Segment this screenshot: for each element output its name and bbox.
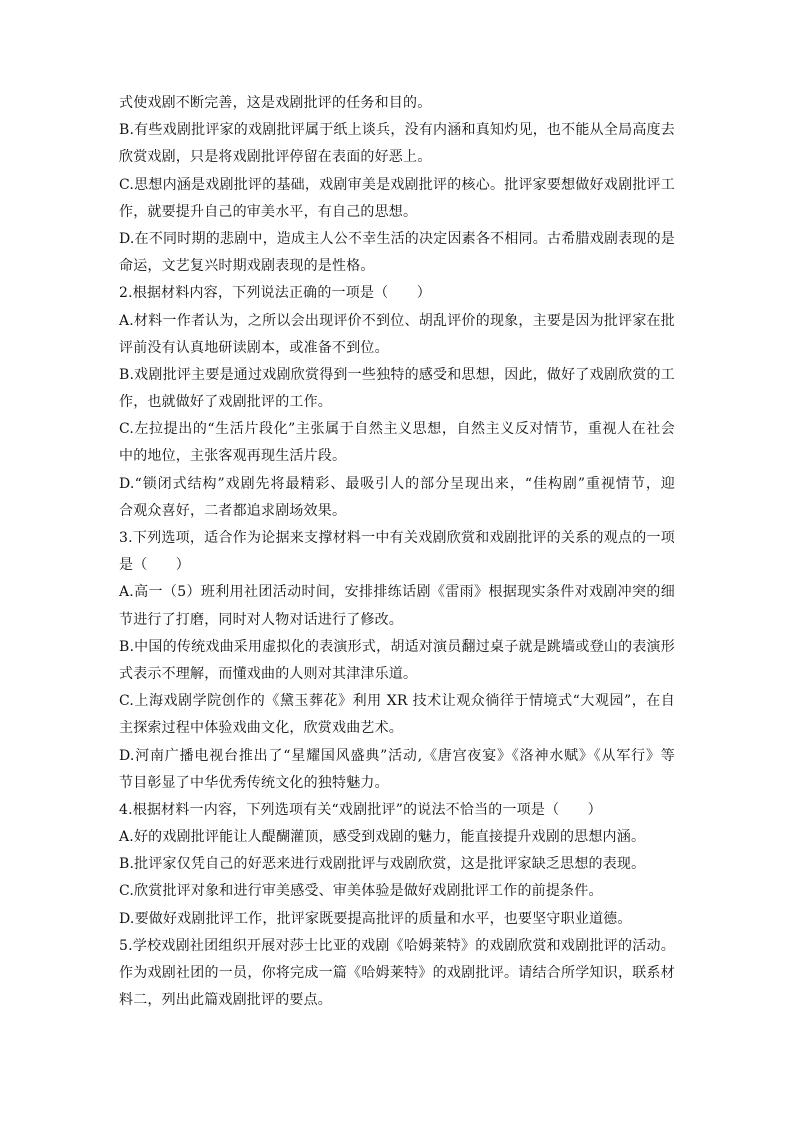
text-line: 是（ ） bbox=[119, 557, 190, 574]
text-line: 作为戏剧社团的一员，你将完成一篇《哈姆莱特》的戏剧批评。请结合所学知识，联系材 bbox=[119, 965, 675, 981]
text-line: A.材料一作者认为，之所以会出现评价不到位、胡乱评价的现象，主要是因为批评家在批 bbox=[119, 312, 675, 329]
text-line: 作，也就做好了戏剧批评的工作。 bbox=[119, 394, 332, 411]
text-line: 料二，列出此篇戏剧批评的要点。 bbox=[119, 992, 332, 1009]
question-2-stem: 2.根据材料内容，下列说法正确的一项是（ ） bbox=[119, 285, 431, 302]
text-line: C.左拉提出的“生活片段化”主张属于自然主义思想，自然主义反对情节，重视人在社会 bbox=[119, 421, 675, 438]
text-line: A.好的戏剧批评能让人醍醐灌顶，感受到戏剧的魅力，能直接提升戏剧的思想内涵。 bbox=[119, 829, 646, 846]
text-line: 节目彰显了中华优秀传统文化的独特魅力。 bbox=[119, 774, 389, 791]
text-line: 式表示不理解，而懂戏曲的人则对其津津乐道。 bbox=[119, 665, 418, 682]
text-line: A.高一（5）班利用社团活动时间，安排排练话剧《雷雨》根据现实条件对戏剧冲突的细 bbox=[119, 584, 675, 601]
text-line: D.“锁闭式结构”戏剧先将最精彩、最吸引人的部分呈现出来，“佳构剧”重视情节，迎 bbox=[119, 475, 675, 492]
text-line: 作，就要提升自己的审美水平，有自己的思想。 bbox=[119, 203, 418, 220]
text-line: 评前没有认真地研读剧本，或准备不到位。 bbox=[119, 339, 389, 356]
text-line: C.思想内涵是戏剧批评的基础，戏剧审美是戏剧批评的核心。批评家要想做好戏剧批评工 bbox=[119, 176, 675, 193]
text-line: D.在不同时期的悲剧中，造成主人公不幸生活的决定因素各不相同。古希腊戏剧表现的是 bbox=[119, 230, 675, 247]
text-line: 命运，文艺复兴时期戏剧表现的是性格。 bbox=[119, 258, 375, 275]
text-line: B.中国的传统戏曲采用虚拟化的表演形式，胡适对演员翻过桌子就是跳墙或登山的表演形 bbox=[119, 638, 675, 655]
text-line: 中的地位，主张客观再现生活片段。 bbox=[119, 448, 347, 465]
text-line: 主探索过程中体验戏曲文化，欣赏戏曲艺术。 bbox=[119, 720, 403, 737]
text-line: 节进行了打磨，同时对人物对话进行了修改。 bbox=[119, 611, 403, 628]
document-body bbox=[119, 90, 675, 1014]
question-4-stem: 4.根据材料一内容，下列选项有关“戏剧批评”的说法不恰当的一项是（ ） bbox=[119, 801, 602, 818]
question-5-stem: 5.学校戏剧社团组织开展对莎士比亚的戏剧《哈姆莱特》的戏剧欣赏和戏剧批评的活动。 bbox=[119, 937, 675, 954]
text-line: B.有些戏剧批评家的戏剧批评属于纸上谈兵，没有内涵和真知灼见，也不能从全局高度去 bbox=[119, 122, 675, 139]
text-line: B.批评家仅凭自己的好恶来进行戏剧批评与戏剧欣赏，这是批评家缺乏思想的表现。 bbox=[119, 856, 646, 873]
text-line: B.戏剧批评主要是通过戏剧欣赏得到一些独特的感受和思想，因此，做好了戏剧欣赏的工 bbox=[119, 366, 675, 383]
text-line: D.河南广播电视台推出了“星耀国风盛典”活动,《唐宫夜宴》《洛神水赋》《从军行》等 bbox=[119, 747, 675, 764]
text-line: 式使戏剧不断完善，这是戏剧批评的任务和目的。 bbox=[119, 95, 432, 111]
text-line: C.上海戏剧学院创作的《黛玉葬花》利用 XR 技术让观众徜徉于情境式“大观园”，在自 bbox=[119, 693, 675, 710]
text-line: D.要做好戏剧批评工作，批评家既要提高批评的质量和水平，也要坚守职业道德。 bbox=[119, 910, 632, 927]
text-line: 欣赏戏剧，只是将戏剧批评停留在表面的好恶上。 bbox=[119, 149, 432, 166]
question-3-stem: 3.下列选项，适合作为论据来支撑材料一中有关戏剧欣赏和戏剧批评的关系的观点的一项 bbox=[119, 530, 675, 546]
text-line: C.欣赏批评对象和进行审美感受、审美体验是做好戏剧批评工作的前提条件。 bbox=[119, 883, 603, 900]
text-line: 合观众喜好，二者都追求剧场效果。 bbox=[119, 502, 347, 519]
